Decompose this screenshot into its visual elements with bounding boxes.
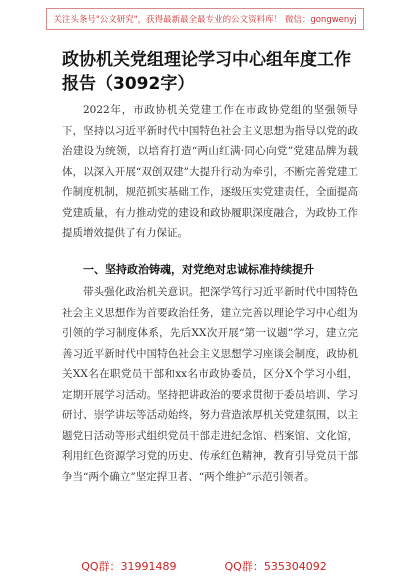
paragraph-section-1: 带头强化政治机关意识。把深学笃行习近平新时代中国特色社会主义思想作为首要政治任务，建立完善以理论学习中心组为引领的学习制度体系，先后XX次开展“第一议题”学习，建立完善习近平新时代中国特色社会主义思想学习座谈会制度，政协机关XX名在职党员干部和xx名市政协委员，区分X个学习小组，定期开展学习活动。坚持把讲政治的要求贯彻于委员培训、学习研讨、崇学讲坛等活动始终，努力营造浓厚机关党建氛围，以主题党日活动等形式组织党员干部走进纪念馆、档案馆、文化馆，利用红色资源学习党的历史、传承红色精神，教育引导党员干部争当“两个确立”坚定捍卫者、“两个维护”示范引领者。 — [62, 286, 358, 483]
footer-contacts — [0, 558, 408, 574]
paragraph-intro: 2022年，市政协机关党建工作在市政协党组的坚强领导下，坚持以习近平新时代中国特色社会主义思想为指导以党的政治建设为统领，以培育打造“两山红满·同心向党”党建品牌为载体，以深入开展“双创双建”大提升行动为牵引，不断完善党建工作制度机制，规范抓实基础工作，逐级压实党建责任，全面提高党建质量，有力推动党的建设和政协履职深度融合，为政协工作提质增效提供了有力保证。 — [62, 104, 358, 239]
promo-banner — [46, 8, 364, 30]
footer-qq-group-1: QQ群：31991489 — [81, 560, 177, 573]
document-title: 政协机关党组理论学习中心组年度工作报告（3092字） — [62, 50, 351, 94]
section-heading-1: 一、坚持政治铸魂，对党绝对忠诚标准持续提升 — [83, 263, 314, 276]
footer-qq-group-2: QQ群：535304092 — [224, 560, 327, 573]
promo-banner-text: 关注头条号"公文研究"，获得最新最全最专业的公文资料库！ 微信：gongwenyj — [53, 15, 357, 25]
